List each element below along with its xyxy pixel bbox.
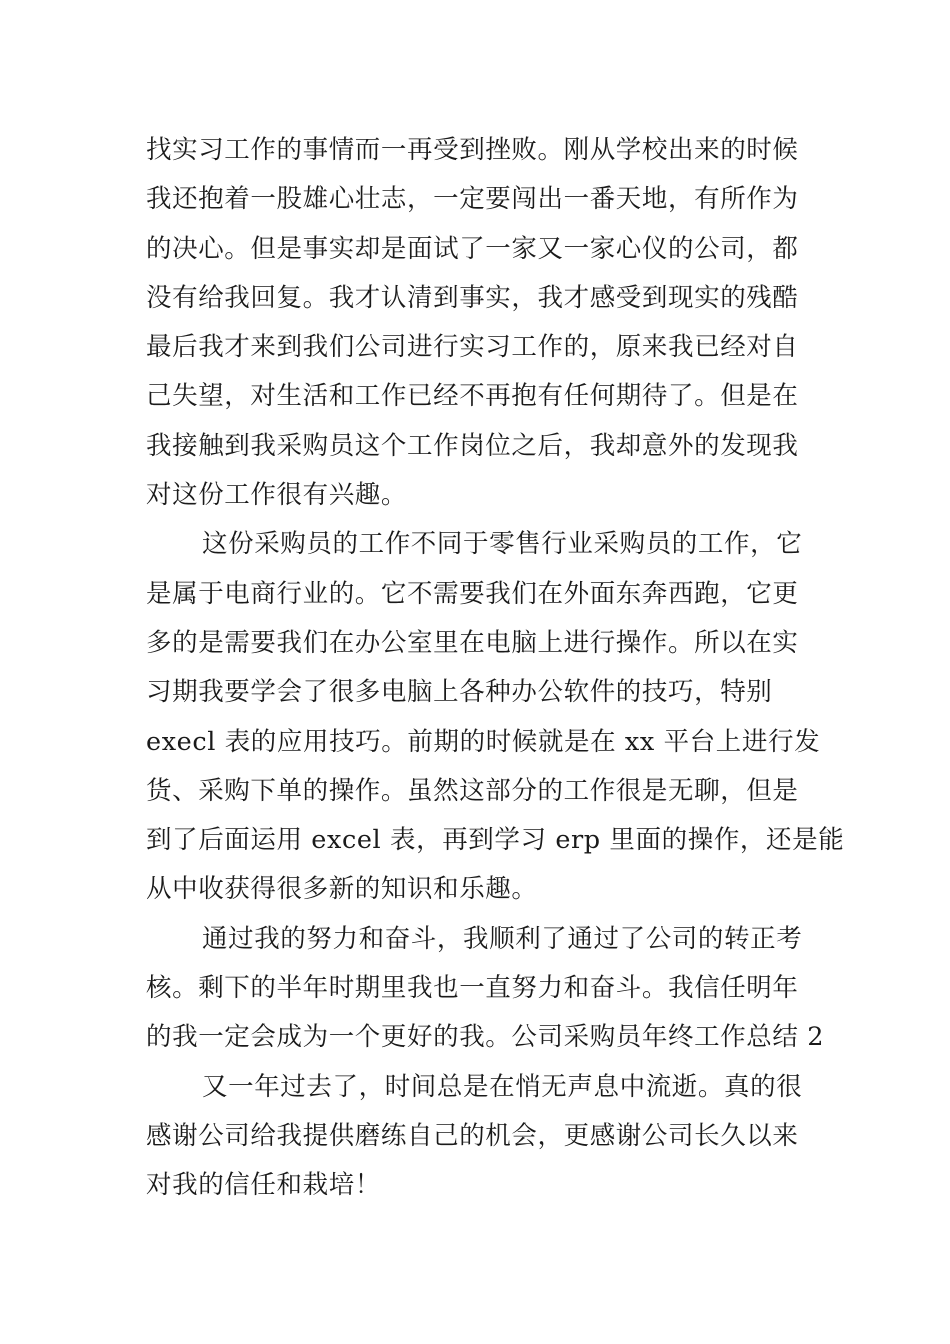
paragraph: [146, 915, 825, 1063]
paragraph: [146, 126, 806, 520]
text-line: 这份采购员的工作不同于零售行业采购员的工作，它: [202, 529, 803, 560]
text-line: 找实习工作的事情而一再受到挫败。刚从学校出来的时候: [146, 135, 799, 165]
text-line: 多的是需要我们在办公室里在电脑上进行操作。所以在实: [146, 627, 799, 658]
paragraph: [146, 1063, 806, 1211]
text-line: 又一年过去了，时间总是在悄无声息中流逝。真的很: [202, 1071, 803, 1102]
text-line: 核。剩下的半年时期里我也一直努力和奋斗。我信任明年: [146, 973, 799, 1004]
text-line: 没有给我回复。我才认清到事实，我才感受到现实的残酷: [146, 282, 799, 313]
document-body: [146, 126, 845, 1211]
text-line: execl 表的应用技巧。前期的时候就是在 xx 平台上进行发: [146, 726, 821, 757]
text-line: 通过我的努力和奋斗，我顺利了通过了公司的转正考: [202, 923, 803, 954]
text-line: 是属于电商行业的。它不需要我们在外面东奔西跑，它更: [146, 578, 799, 609]
text-line: 对我的信任和栽培！: [146, 1170, 381, 1201]
paragraph: [146, 520, 845, 914]
text-line: 的我一定会成为一个更好的我。公司采购员年终工作总结 2: [146, 1022, 825, 1053]
text-line: 我接触到我采购员这个工作岗位之后，我却意外的发现我: [146, 430, 799, 461]
text-line: 己失望，对生活和工作已经不再抱有任何期待了。但是在: [146, 381, 799, 412]
text-line: 的决心。但是事实却是面试了一家又一家心仪的公司，都: [146, 233, 799, 264]
text-line: 最后我才来到我们公司进行实习工作的，原来我已经对自: [146, 332, 799, 363]
text-line: 我还抱着一股雄心壮志，一定要闯出一番天地，有所作为: [146, 184, 799, 215]
text-line: 从中收获得很多新的知识和乐趣。: [146, 874, 538, 905]
text-line: 感谢公司给我提供磨练自己的机会，更感谢公司长久以来: [146, 1120, 799, 1151]
text-line: 到了后面运用 excel 表，再到学习 erp 里面的操作，还是能: [146, 825, 845, 856]
text-line: 习期我要学会了很多电脑上各种办公软件的技巧，特别: [146, 677, 773, 708]
text-line: 货、采购下单的操作。虽然这部分的工作很是无聊，但是: [146, 775, 799, 806]
text-line: 对这份工作很有兴趣。: [146, 480, 408, 511]
